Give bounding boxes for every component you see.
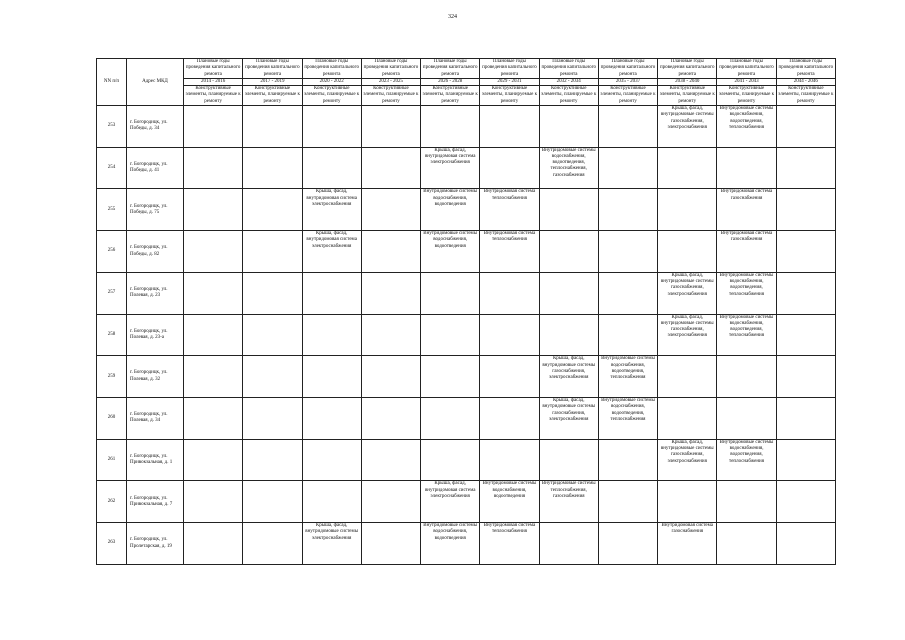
row-cell: Внутридомовые системы водоснабжения, водоотведения, теплоснабжения: [598, 398, 657, 440]
table-row: [97, 106, 836, 148]
period-header: Плановые годы проведения капитального ремонта: [243, 59, 302, 79]
row-cell: Внутридомовая система теплоснабжения: [480, 189, 539, 231]
row-cell: [302, 356, 361, 398]
row-cell: [480, 147, 539, 189]
row-cell: [361, 481, 420, 523]
row-cell: [539, 106, 598, 148]
row-address: г. Богородицк, ул. Пролетарская, д. 19: [127, 523, 184, 565]
table-row: [97, 439, 836, 481]
row-cell: [302, 481, 361, 523]
row-cell: [598, 272, 657, 314]
row-cell: [243, 189, 302, 231]
row-cell: [658, 231, 717, 273]
row-cell: [361, 231, 420, 273]
row-address: г. Богородицк, ул. Победы, д. 41: [127, 147, 184, 189]
row-number: 253: [97, 106, 127, 148]
row-cell: [539, 523, 598, 565]
years-cell: 2023 - 2025: [361, 78, 420, 85]
row-cell: [361, 398, 420, 440]
years-cell: 2017 - 2019: [243, 78, 302, 85]
row-cell: [184, 314, 243, 356]
row-cell: [717, 147, 776, 189]
row-cell: [361, 356, 420, 398]
row-cell: [598, 439, 657, 481]
row-number: 254: [97, 147, 127, 189]
row-cell: Крыша, фасад, внутридомовые системы газоснабжения, электроснабжения: [658, 314, 717, 356]
row-cell: Внутридомовая система теплоснабжения: [480, 523, 539, 565]
row-cell: [421, 439, 480, 481]
capital-repair-schedule-table: [96, 58, 836, 565]
row-number: 262: [97, 481, 127, 523]
table-row: [97, 147, 836, 189]
row-cell: [243, 523, 302, 565]
row-cell: [539, 314, 598, 356]
row-cell: [776, 439, 835, 481]
header-elements-row: [97, 86, 836, 106]
row-cell: Внутридомовая система газоснабжения: [717, 231, 776, 273]
table-row: [97, 314, 836, 356]
years-cell: 2041 - 2043: [717, 78, 776, 85]
elements-header: Конструктивные элементы, планируемые к ремонту: [717, 86, 776, 106]
row-cell: Внутридомовые системы водоснабжения, водоотведения, теплоснабжения: [717, 439, 776, 481]
row-cell: [421, 398, 480, 440]
table-row: [97, 398, 836, 440]
row-cell: [717, 523, 776, 565]
elements-header: Конструктивные элементы, планируемые к ремонту: [361, 86, 420, 106]
row-cell: [302, 398, 361, 440]
row-cell: Внутридомовые системы теплоснабжения, газоснабжения: [539, 481, 598, 523]
row-cell: Крыша, фасад, внутридомовая система электроснабжения: [421, 147, 480, 189]
row-cell: Внутридомовые системы водоснабжения, водоотведения, теплоснабжения: [598, 356, 657, 398]
row-cell: [421, 356, 480, 398]
row-cell: [302, 272, 361, 314]
row-cell: [776, 314, 835, 356]
row-cell: Внутридомовые системы водоснабжения, водоотведения: [421, 189, 480, 231]
period-header: Плановые годы проведения капитального ремонта: [480, 59, 539, 79]
header-period-row: [97, 59, 836, 79]
row-cell: [421, 272, 480, 314]
row-address: г. Богородицк, ул. Победы, д. 34: [127, 106, 184, 148]
row-cell: [480, 106, 539, 148]
row-cell: [776, 231, 835, 273]
row-cell: [776, 272, 835, 314]
row-cell: [598, 189, 657, 231]
row-cell: [302, 106, 361, 148]
row-cell: [539, 189, 598, 231]
row-number: 257: [97, 272, 127, 314]
elements-header: Конструктивные элементы, планируемые к ремонту: [776, 86, 835, 106]
row-cell: [539, 231, 598, 273]
row-cell: [598, 147, 657, 189]
row-address: г. Богородицк, ул. Полевая, д. 23-а: [127, 314, 184, 356]
row-cell: [243, 398, 302, 440]
row-cell: Крыша, фасад, внутридомовая система электроснабжения: [421, 481, 480, 523]
row-cell: [361, 147, 420, 189]
row-cell: Крыша, фасад, внутридомовые системы газоснабжения, электроснабжения: [658, 439, 717, 481]
row-cell: [184, 272, 243, 314]
row-cell: Крыша, фасад, внутридомовые системы газоснабжения, электроснабжения: [658, 106, 717, 148]
row-cell: [302, 147, 361, 189]
row-cell: [598, 314, 657, 356]
row-cell: Крыша, фасад, внутридомовые системы электроснабжения: [302, 523, 361, 565]
period-header: Плановые годы проведения капитального ремонта: [598, 59, 657, 79]
num-header: NN п/п: [97, 59, 127, 106]
row-cell: [658, 189, 717, 231]
years-cell: 2020 - 2022: [302, 78, 361, 85]
row-cell: Внутридомовые системы водоснабжения, водоотведения, теплоснабжения, газоснабжения: [539, 147, 598, 189]
years-cell: 2038 - 2040: [658, 78, 717, 85]
row-cell: [243, 106, 302, 148]
row-cell: [480, 314, 539, 356]
table-row: [97, 231, 836, 273]
row-address: г. Богородицк, ул. Привокзальная, д. 1: [127, 439, 184, 481]
row-cell: [184, 106, 243, 148]
row-cell: [776, 481, 835, 523]
years-cell: 2026 - 2028: [421, 78, 480, 85]
row-cell: [776, 147, 835, 189]
row-cell: [717, 481, 776, 523]
row-address: г. Богородицк, ул. Победы, д. 82: [127, 231, 184, 273]
row-cell: [598, 231, 657, 273]
row-cell: Крыша, фасад, внутридомовые системы газоснабжения, электроснабжения: [539, 398, 598, 440]
row-cell: [243, 231, 302, 273]
period-header: Плановые годы проведения капитального ремонта: [302, 59, 361, 79]
page-number: 324: [448, 14, 457, 20]
row-cell: [776, 356, 835, 398]
row-cell: Внутридомовая система газоснабжения: [717, 189, 776, 231]
row-cell: [480, 439, 539, 481]
row-cell: [717, 356, 776, 398]
row-cell: [184, 439, 243, 481]
row-address: г. Богородицк, ул. Победы, д. 75: [127, 189, 184, 231]
row-cell: [421, 106, 480, 148]
table-row: [97, 356, 836, 398]
row-cell: [361, 314, 420, 356]
row-cell: [243, 272, 302, 314]
row-number: 256: [97, 231, 127, 273]
period-header: Плановые годы проведения капитального ремонта: [776, 59, 835, 79]
years-cell: 2029 - 2031: [480, 78, 539, 85]
header-years-row: [97, 78, 836, 85]
period-header: Плановые годы проведения капитального ремонта: [717, 59, 776, 79]
row-cell: [717, 398, 776, 440]
row-cell: [184, 231, 243, 273]
row-cell: [243, 314, 302, 356]
row-cell: [421, 314, 480, 356]
row-cell: [361, 272, 420, 314]
row-cell: [361, 189, 420, 231]
table-row: [97, 272, 836, 314]
row-cell: Крыша, фасад, внутридомовые системы газоснабжения, электроснабжения: [539, 356, 598, 398]
elements-header: Конструктивные элементы, планируемые к ремонту: [480, 86, 539, 106]
period-header: Плановые годы проведения капитального ремонта: [421, 59, 480, 79]
row-cell: Внутридомовые системы водоснабжения, водоотведения, теплоснабжения: [717, 314, 776, 356]
row-cell: [184, 398, 243, 440]
table-row: [97, 189, 836, 231]
years-cell: 2044 - 2046: [776, 78, 835, 85]
row-cell: [658, 398, 717, 440]
elements-header: Конструктивные элементы, планируемые к ремонту: [598, 86, 657, 106]
row-cell: [539, 272, 598, 314]
row-cell: [302, 439, 361, 481]
row-cell: [658, 356, 717, 398]
row-number: 263: [97, 523, 127, 565]
period-header: Плановые годы проведения капитального ремонта: [184, 59, 243, 79]
row-cell: [184, 481, 243, 523]
years-cell: 2014 - 2016: [184, 78, 243, 85]
row-cell: Крыша, фасад, внутридомовые системы газоснабжения, электроснабжения: [658, 272, 717, 314]
years-cell: 2032 - 2034: [539, 78, 598, 85]
elements-header: Конструктивные элементы, планируемые к ремонту: [539, 86, 598, 106]
table-row: [97, 523, 836, 565]
row-cell: [539, 439, 598, 481]
row-cell: [243, 481, 302, 523]
row-cell: [598, 523, 657, 565]
row-cell: Внутридомовая система газоснабжения: [658, 523, 717, 565]
row-cell: Внутридомовые системы водоснабжения, водоотведения: [421, 231, 480, 273]
row-cell: Внутридомовая система теплоснабжения: [480, 231, 539, 273]
row-cell: [480, 272, 539, 314]
elements-header: Конструктивные элементы, планируемые к ремонту: [658, 86, 717, 106]
row-cell: [776, 398, 835, 440]
period-header: Плановые годы проведения капитального ремонта: [361, 59, 420, 79]
row-cell: [658, 147, 717, 189]
row-cell: [361, 106, 420, 148]
row-address: г. Богородицк, ул. Привокзальная, д. 7: [127, 481, 184, 523]
period-header: Плановые годы проведения капитального ремонта: [658, 59, 717, 79]
elements-header: Конструктивные элементы, планируемые к ремонту: [184, 86, 243, 106]
row-cell: [302, 314, 361, 356]
row-cell: [361, 523, 420, 565]
row-cell: [243, 439, 302, 481]
row-cell: [598, 481, 657, 523]
row-number: 255: [97, 189, 127, 231]
row-cell: [243, 147, 302, 189]
elements-header: Конструктивные элементы, планируемые к ремонту: [243, 86, 302, 106]
row-cell: [480, 398, 539, 440]
elements-header: Конструктивные элементы, планируемые к ремонту: [302, 86, 361, 106]
row-cell: [184, 523, 243, 565]
row-cell: [184, 189, 243, 231]
row-cell: [243, 356, 302, 398]
row-cell: [776, 106, 835, 148]
elements-header: Конструктивные элементы, планируемые к ремонту: [421, 86, 480, 106]
row-cell: [658, 481, 717, 523]
row-cell: [361, 439, 420, 481]
row-number: 261: [97, 439, 127, 481]
row-cell: Крыша, фасад, внутридомовая система электроснабжения: [302, 189, 361, 231]
row-cell: [776, 523, 835, 565]
row-number: 258: [97, 314, 127, 356]
row-cell: Крыша, фасад, внутридомовая система электроснабжения: [302, 231, 361, 273]
row-cell: [598, 106, 657, 148]
period-header: Плановые годы проведения капитального ремонта: [539, 59, 598, 79]
row-cell: [184, 356, 243, 398]
address-header: Адрес МКД: [127, 59, 184, 106]
row-cell: Внутридомовые системы водоснабжения, водоотведения: [421, 523, 480, 565]
row-cell: Внутридомовые системы водоснабжения, водоотведения, теплоснабжения: [717, 106, 776, 148]
row-cell: Внутридомовые системы водоснабжения, водоотведения: [480, 481, 539, 523]
row-cell: [480, 356, 539, 398]
row-cell: Внутридомовые системы водоснабжения, водоотведения, теплоснабжения: [717, 272, 776, 314]
row-address: г. Богородицк, ул. Полевая, д. 32: [127, 356, 184, 398]
table-row: [97, 481, 836, 523]
row-address: г. Богородицк, ул. Полевая, д. 34: [127, 398, 184, 440]
row-cell: [184, 147, 243, 189]
row-cell: [776, 189, 835, 231]
years-cell: 2035 - 2037: [598, 78, 657, 85]
row-address: г. Богородицк, ул. Полевая, д. 23: [127, 272, 184, 314]
row-number: 259: [97, 356, 127, 398]
row-number: 260: [97, 398, 127, 440]
